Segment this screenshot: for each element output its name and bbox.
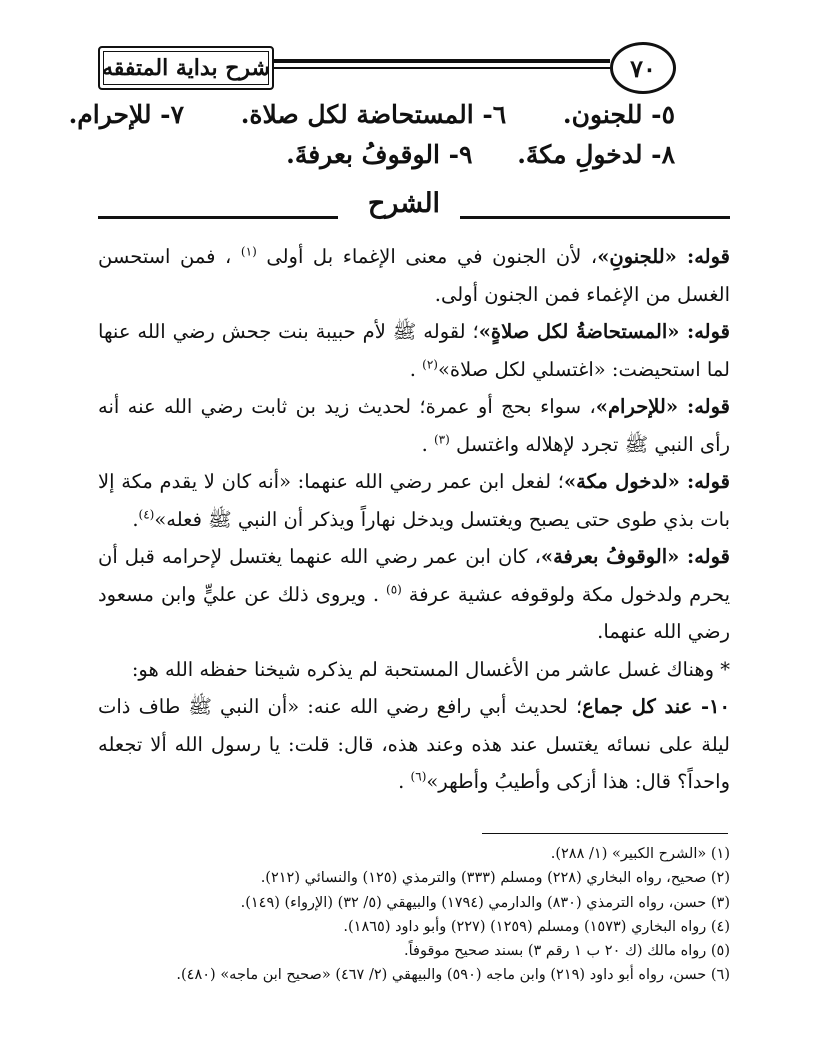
paragraph-lead: قوله: «المستحاضةُ لكل صلاةٍ» <box>478 320 730 343</box>
paragraph-lead: قوله: «للإحرام» <box>595 395 730 418</box>
footnote-5: (٥) رواه مالك (ك ٢٠ ب ١ رقم ٣) بسند صحيح موقوفاً. <box>404 943 730 960</box>
footnote-4: (٤) رواه البخاري (١٥٧٣) ومسلم (١٢٥٩) (٢٢٧) وأبو داود (١٨٦٥). <box>343 918 730 935</box>
items-row-2 <box>250 140 675 169</box>
section-divider <box>98 188 730 234</box>
paragraph-ihram <box>98 388 730 463</box>
footnote-ref: (٢) <box>422 357 438 371</box>
paragraph-text: ؛ لفعل ابن عمر رضي الله عنهما: «أنه كان لا يقدم مكة إلا بات بذي طوى حتى يصبح ويغتسل ويدخل نهاراً ويذكر أن النبي ﷺ فعله» <box>98 470 730 531</box>
footnote-ref: (٥) <box>386 582 402 596</box>
item-5: ٥- للجنون. <box>562 100 675 129</box>
footnote-separator <box>482 833 728 834</box>
paragraph-junun <box>98 238 730 313</box>
header-rule-thin <box>274 67 610 69</box>
item-7: ٧- للإحرام. <box>68 100 184 129</box>
paragraph-tail: . <box>409 357 416 381</box>
paragraph-tail: . <box>132 507 139 531</box>
footnotes <box>98 842 730 988</box>
section-rule-right <box>460 216 730 219</box>
paragraph-text: ؛ لقوله ﷺ لأم حبيبة بنت جحش رضي الله عنها لما استحيضت: «اغتسلي لكل صلاة» <box>98 320 730 381</box>
paragraph-jima <box>98 688 730 801</box>
paragraph-mustahada <box>98 313 730 388</box>
item-6: ٦- المستحاضة لكل صلاة. <box>240 100 507 129</box>
paragraph-lead: قوله: «للجنونِ» <box>597 245 730 268</box>
item-9: ٩- الوقوفُ بعرفةَ. <box>286 140 473 169</box>
page-number: ٧٠ <box>610 42 676 94</box>
paragraph-text: ؛ لحديث أبي رافع رضي الله عنه: «أن النبي ﷺ طاف ذات ليلة على نسائه يغتسل عند هذه وعند هذه، قال: قلت: يا رسول الله ألا تجعله واحداً؟ قال: هذا أزكى وأطيبُ وأطهر» <box>98 695 730 793</box>
header-rule <box>274 59 610 73</box>
paragraph-tail: . <box>398 770 405 793</box>
paragraph-lead: ١٠- عند كل جماع <box>582 695 730 718</box>
footnote-ref: (٦) <box>410 769 427 784</box>
paragraph-text: ، كان ابن عمر رضي الله عنهما يغتسل لإحرامه قبل أن يحرم ولدخول مكة ولوقوفه عشية عرفة <box>98 545 730 606</box>
footnote-2: (٢) صحيح، رواه البخاري (٢٢٨) ومسلم (٣٣٣) والترمذي (١٢٥) والنسائي (٢١٢). <box>260 870 730 887</box>
paragraph-tail: . <box>421 432 428 456</box>
commentary-body <box>98 238 730 801</box>
paragraph-lead: قوله: «لدخول مكة» <box>563 470 730 493</box>
paragraph-tail: . ويروى ذلك عن عليٍّ وابن مسعود رضي الله عنهما. <box>98 582 730 643</box>
paragraph-text: ، لأن الجنون في معنى الإغماء بل أولى <box>266 245 598 268</box>
paragraph-tenth-ghusl: * وهناك غسل عاشر من الأغسال المستحبة لم يذكره شيخنا حفظه الله هو: <box>131 657 730 681</box>
section-rule-left <box>98 216 338 219</box>
page-header <box>98 38 738 96</box>
book-title: شرح بداية المتفقه <box>98 46 274 90</box>
footnote-ref: (٤) <box>138 507 155 521</box>
paragraph-text: ، سواء بحج أو عمرة؛ لحديث زيد بن ثابت رضي الله عنه أنه رأى النبي ﷺ تجرد لإهلاله واغتسل <box>98 395 730 456</box>
paragraph-makkah <box>98 463 730 538</box>
footnote-ref: (١) <box>240 244 257 259</box>
items-row-1 <box>21 100 675 129</box>
footnote-ref: (٣) <box>433 432 450 446</box>
header-rule-thick <box>274 59 610 63</box>
paragraph-tail: ، فمن استحسن الغسل من الإغماء فمن الجنون أولى. <box>98 245 730 306</box>
footnote-6: (٦) حسن، رواه أبو داود (٢١٩) وابن ماجه (٥٩٠) والبيهقي (٢/ ٤٦٧) «صحيح ابن ماجه» (٤٨٠). <box>176 967 730 984</box>
footnote-1: (١) «الشرح الكبير» (١/ ٢٨٨). <box>550 846 730 862</box>
paragraph-arafah <box>98 538 730 651</box>
section-heading: الشرح <box>367 188 441 219</box>
item-8: ٨- لدخولِ مكةَ. <box>517 140 675 169</box>
paragraph-lead: قوله: «الوقوفُ بعرفة» <box>540 545 730 568</box>
footnote-3: (٣) حسن، رواه الترمذي (٨٣٠) والدارمي (١٧٩٤) والبيهقي (٥/ ٣٢) (الإرواء) (١٤٩). <box>240 894 730 911</box>
